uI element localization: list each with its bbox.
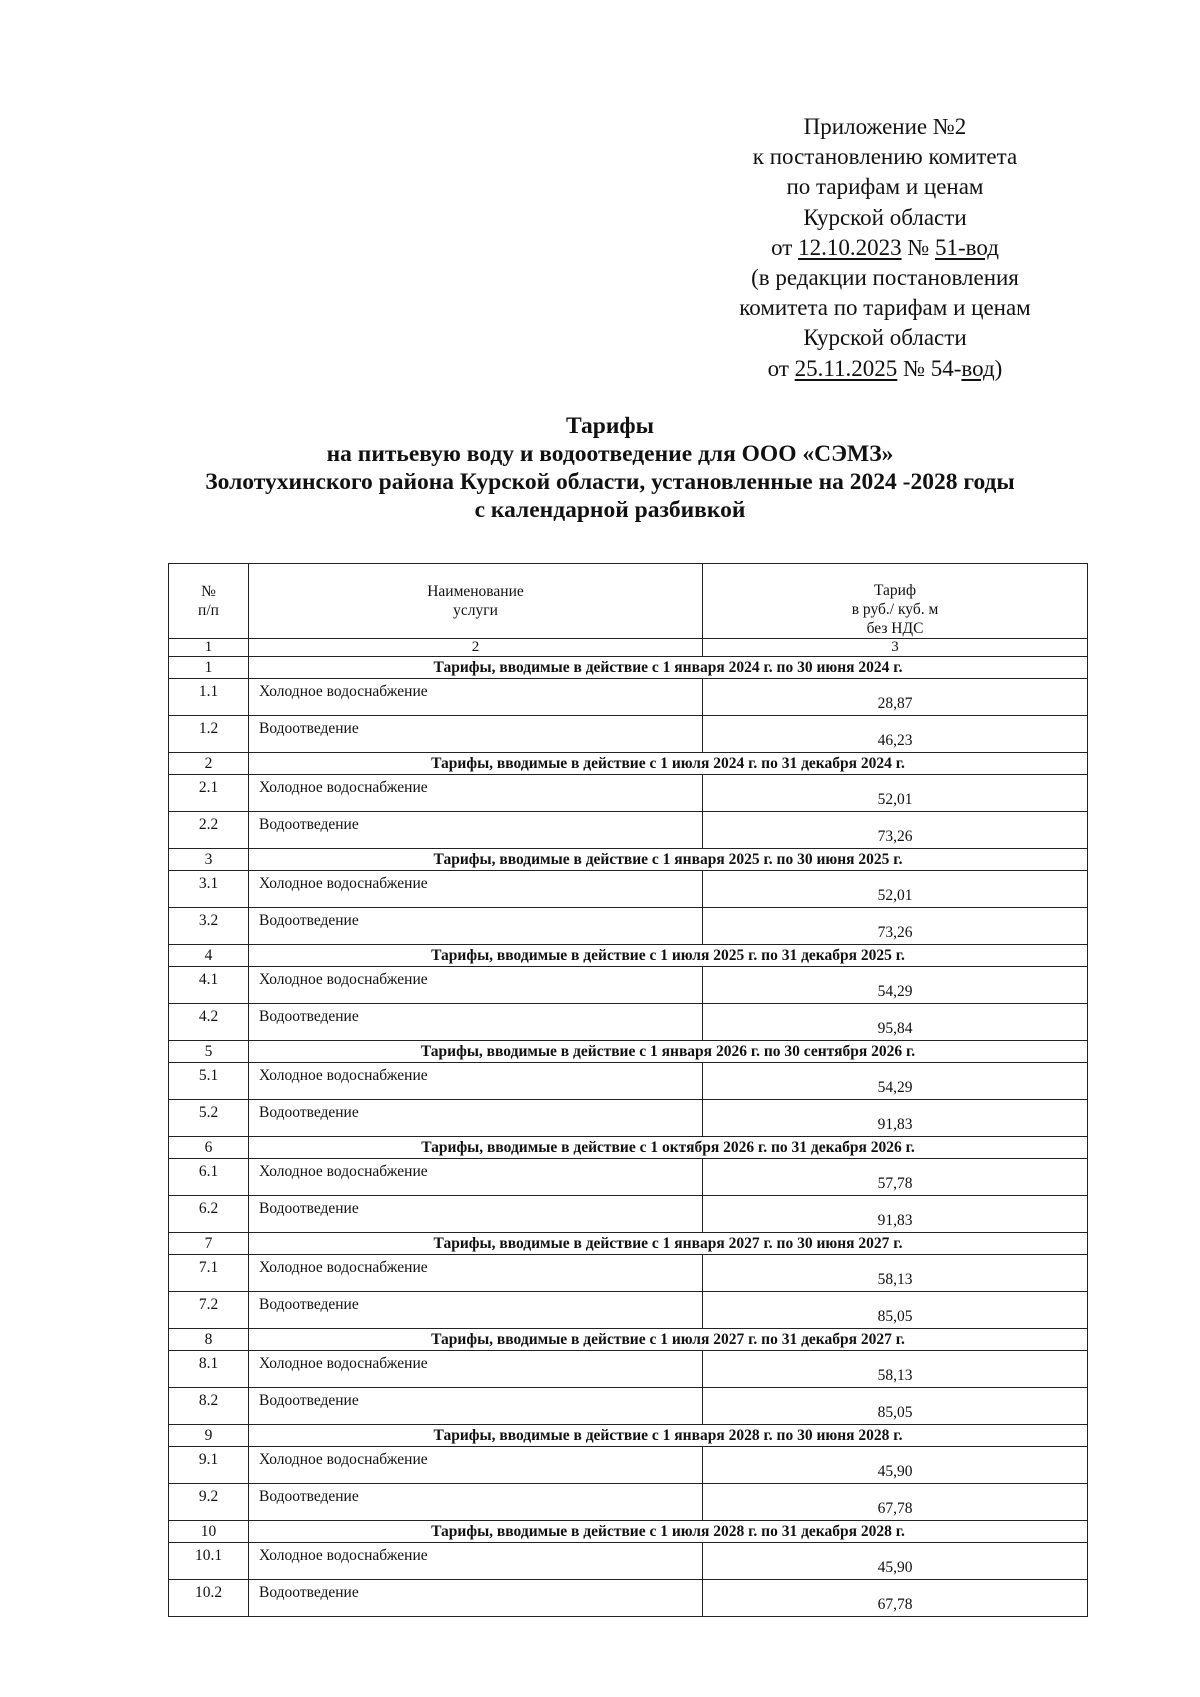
section-number: 6 — [169, 1137, 249, 1159]
table-row — [169, 812, 1088, 849]
service-name: Холодное водоснабжение — [249, 1543, 703, 1580]
tariffs-body — [169, 657, 1088, 1617]
section-title: Тарифы, вводимые в действие с 1 января 2025 г. по 30 июня 2025 г. — [249, 849, 1088, 871]
header-price-line: в руб./ куб. м — [851, 601, 939, 618]
service-name: Холодное водоснабжение — [249, 1063, 703, 1100]
service-name: Холодное водоснабжение — [249, 1255, 703, 1292]
table-row — [169, 1580, 1088, 1617]
tariff-value: 85,05 — [703, 1388, 1088, 1425]
appendix-line: по тарифам и ценам — [786, 174, 984, 200]
column-index: 1 — [169, 639, 249, 657]
tariff-value: 28,87 — [703, 679, 1088, 716]
item-number: 3.2 — [169, 908, 249, 945]
service-name: Холодное водоснабжение — [249, 1351, 703, 1388]
tariff-value: 45,90 — [703, 1447, 1088, 1484]
section-row — [169, 1329, 1088, 1351]
section-number: 1 — [169, 657, 249, 679]
heading-line: с календарной разбивкой — [474, 497, 746, 523]
item-number: 9.2 — [169, 1484, 249, 1521]
table-row — [169, 679, 1088, 716]
document-heading — [140, 412, 1080, 524]
service-name: Водоотведение — [249, 716, 703, 753]
service-name: Водоотведение — [249, 1388, 703, 1425]
service-name: Водоотведение — [249, 1196, 703, 1233]
tariff-value: 58,13 — [703, 1255, 1088, 1292]
appendix-title: Приложение №2 — [803, 114, 967, 139]
appendix-block — [680, 112, 1090, 384]
service-name: Холодное водоснабжение — [249, 871, 703, 908]
table-row — [169, 871, 1088, 908]
appendix-line: к постановлению комитета — [752, 144, 1018, 170]
service-name: Холодное водоснабжение — [249, 1447, 703, 1484]
tariff-value: 58,13 — [703, 1351, 1088, 1388]
item-number: 8.1 — [169, 1351, 249, 1388]
appendix-line: (в редакции постановления — [751, 265, 1019, 291]
table-row — [169, 1484, 1088, 1521]
column-index: 3 — [703, 639, 1088, 657]
header-name-line: Наименование — [427, 583, 524, 600]
section-row — [169, 657, 1088, 679]
service-name: Холодное водоснабжение — [249, 679, 703, 716]
header-num-line: № — [201, 583, 216, 600]
section-row — [169, 849, 1088, 871]
column-index-row — [169, 639, 1088, 657]
tariff-value: 57,78 — [703, 1159, 1088, 1196]
appendix-line: Курской области — [803, 325, 967, 351]
table-row — [169, 1063, 1088, 1100]
section-row — [169, 945, 1088, 967]
service-name: Водоотведение — [249, 1484, 703, 1521]
header-num — [169, 564, 249, 639]
section-row — [169, 1233, 1088, 1255]
item-number: 5.1 — [169, 1063, 249, 1100]
table-row — [169, 1196, 1088, 1233]
amendment-mid: № 54- — [897, 355, 962, 381]
header-price-line: без НДС — [866, 620, 924, 637]
section-title: Тарифы, вводимые в действие с 1 июля 2028 г. по 31 декабря 2028 г. — [249, 1521, 1088, 1543]
amendment-prefix: от — [767, 355, 795, 381]
tariff-value: 73,26 — [703, 812, 1088, 849]
column-index: 2 — [249, 639, 703, 657]
header-name-line: услуги — [453, 602, 498, 619]
section-title: Тарифы, вводимые в действие с 1 января 2026 г. по 30 сентября 2026 г. — [249, 1041, 1088, 1063]
section-number: 10 — [169, 1521, 249, 1543]
service-name: Водоотведение — [249, 1580, 703, 1617]
section-title: Тарифы, вводимые в действие с 1 июля 2027 г. по 31 декабря 2027 г. — [249, 1329, 1088, 1351]
section-title: Тарифы, вводимые в действие с 1 октября 2026 г. по 31 декабря 2026 г. — [249, 1137, 1088, 1159]
table-header-row — [169, 564, 1088, 639]
section-row — [169, 1041, 1088, 1063]
service-name: Водоотведение — [249, 1292, 703, 1329]
table-row — [169, 1543, 1088, 1580]
tariff-value: 73,26 — [703, 908, 1088, 945]
table-row — [169, 1292, 1088, 1329]
item-number: 6.1 — [169, 1159, 249, 1196]
decree-prefix: от — [771, 234, 799, 260]
decree-date: 12.10.2023 — [798, 234, 902, 260]
item-number: 10.1 — [169, 1543, 249, 1580]
tariff-value: 45,90 — [703, 1543, 1088, 1580]
appendix-line: комитета по тарифам и ценам — [739, 295, 1031, 321]
section-number: 2 — [169, 753, 249, 775]
tariff-value: 67,78 — [703, 1580, 1088, 1617]
table-row — [169, 1447, 1088, 1484]
item-number: 1.2 — [169, 716, 249, 753]
section-number: 7 — [169, 1233, 249, 1255]
section-number: 3 — [169, 849, 249, 871]
tariff-value: 91,83 — [703, 1100, 1088, 1137]
section-number: 4 — [169, 945, 249, 967]
table-row — [169, 1255, 1088, 1292]
appendix-line: Курской области — [803, 204, 967, 230]
amendment-number: вод — [961, 355, 995, 381]
tariff-value: 52,01 — [703, 871, 1088, 908]
section-title: Тарифы, вводимые в действие с 1 января 2024 г. по 30 июня 2024 г. — [249, 657, 1088, 679]
section-row — [169, 753, 1088, 775]
header-name — [249, 564, 703, 639]
section-title: Тарифы, вводимые в действие с 1 июля 2025 г. по 31 декабря 2025 г. — [249, 945, 1088, 967]
item-number: 3.1 — [169, 871, 249, 908]
item-number: 9.1 — [169, 1447, 249, 1484]
tariff-value: 46,23 — [703, 716, 1088, 753]
table-row — [169, 1159, 1088, 1196]
heading-title: Тарифы — [565, 413, 655, 439]
amendment-date: 25.11.2025 — [794, 355, 898, 381]
decree-number: 51-вод — [935, 234, 999, 260]
header-num-line: п/п — [198, 602, 219, 619]
item-number: 1.1 — [169, 679, 249, 716]
table-row — [169, 1004, 1088, 1041]
item-number: 10.2 — [169, 1580, 249, 1617]
section-number: 8 — [169, 1329, 249, 1351]
section-row — [169, 1137, 1088, 1159]
tariff-value: 54,29 — [703, 967, 1088, 1004]
tariff-value: 52,01 — [703, 775, 1088, 812]
header-price — [703, 564, 1088, 639]
section-title: Тарифы, вводимые в действие с 1 января 2028 г. по 30 июня 2028 г. — [249, 1425, 1088, 1447]
table-row — [169, 775, 1088, 812]
table-row — [169, 1100, 1088, 1137]
tariff-value: 95,84 — [703, 1004, 1088, 1041]
heading-line: Золотухинского района Курской области, установленные на 2024 -2028 годы — [205, 469, 1015, 495]
section-number: 5 — [169, 1041, 249, 1063]
item-number: 2.2 — [169, 812, 249, 849]
service-name: Холодное водоснабжение — [249, 967, 703, 1004]
decree-mid: № — [901, 234, 936, 260]
item-number: 7.1 — [169, 1255, 249, 1292]
service-name: Холодное водоснабжение — [249, 775, 703, 812]
table-row — [169, 1351, 1088, 1388]
service-name: Водоотведение — [249, 1100, 703, 1137]
heading-line: на питьевую воду и водоотведение для ООО «СЭМЗ» — [326, 441, 894, 467]
section-row — [169, 1425, 1088, 1447]
section-row — [169, 1521, 1088, 1543]
tariffs-table — [168, 563, 1088, 1617]
appendix-decree-ref — [680, 233, 1090, 263]
tariff-value: 67,78 — [703, 1484, 1088, 1521]
section-title: Тарифы, вводимые в действие с 1 января 2027 г. по 30 июня 2027 г. — [249, 1233, 1088, 1255]
item-number: 2.1 — [169, 775, 249, 812]
service-name: Холодное водоснабжение — [249, 1159, 703, 1196]
amendment-suffix: ) — [994, 355, 1003, 381]
tariff-value: 85,05 — [703, 1292, 1088, 1329]
item-number: 7.2 — [169, 1292, 249, 1329]
tariff-value: 54,29 — [703, 1063, 1088, 1100]
service-name: Водоотведение — [249, 1004, 703, 1041]
service-name: Водоотведение — [249, 908, 703, 945]
item-number: 6.2 — [169, 1196, 249, 1233]
appendix-amendment-ref — [680, 354, 1090, 384]
table-row — [169, 716, 1088, 753]
section-number: 9 — [169, 1425, 249, 1447]
item-number: 8.2 — [169, 1388, 249, 1425]
header-price-line: Тариф — [873, 582, 917, 599]
item-number: 4.2 — [169, 1004, 249, 1041]
item-number: 5.2 — [169, 1100, 249, 1137]
service-name: Водоотведение — [249, 812, 703, 849]
table-row — [169, 967, 1088, 1004]
item-number: 4.1 — [169, 967, 249, 1004]
table-row — [169, 1388, 1088, 1425]
section-title: Тарифы, вводимые в действие с 1 июля 2024 г. по 31 декабря 2024 г. — [249, 753, 1088, 775]
tariff-value: 91,83 — [703, 1196, 1088, 1233]
table-row — [169, 908, 1088, 945]
